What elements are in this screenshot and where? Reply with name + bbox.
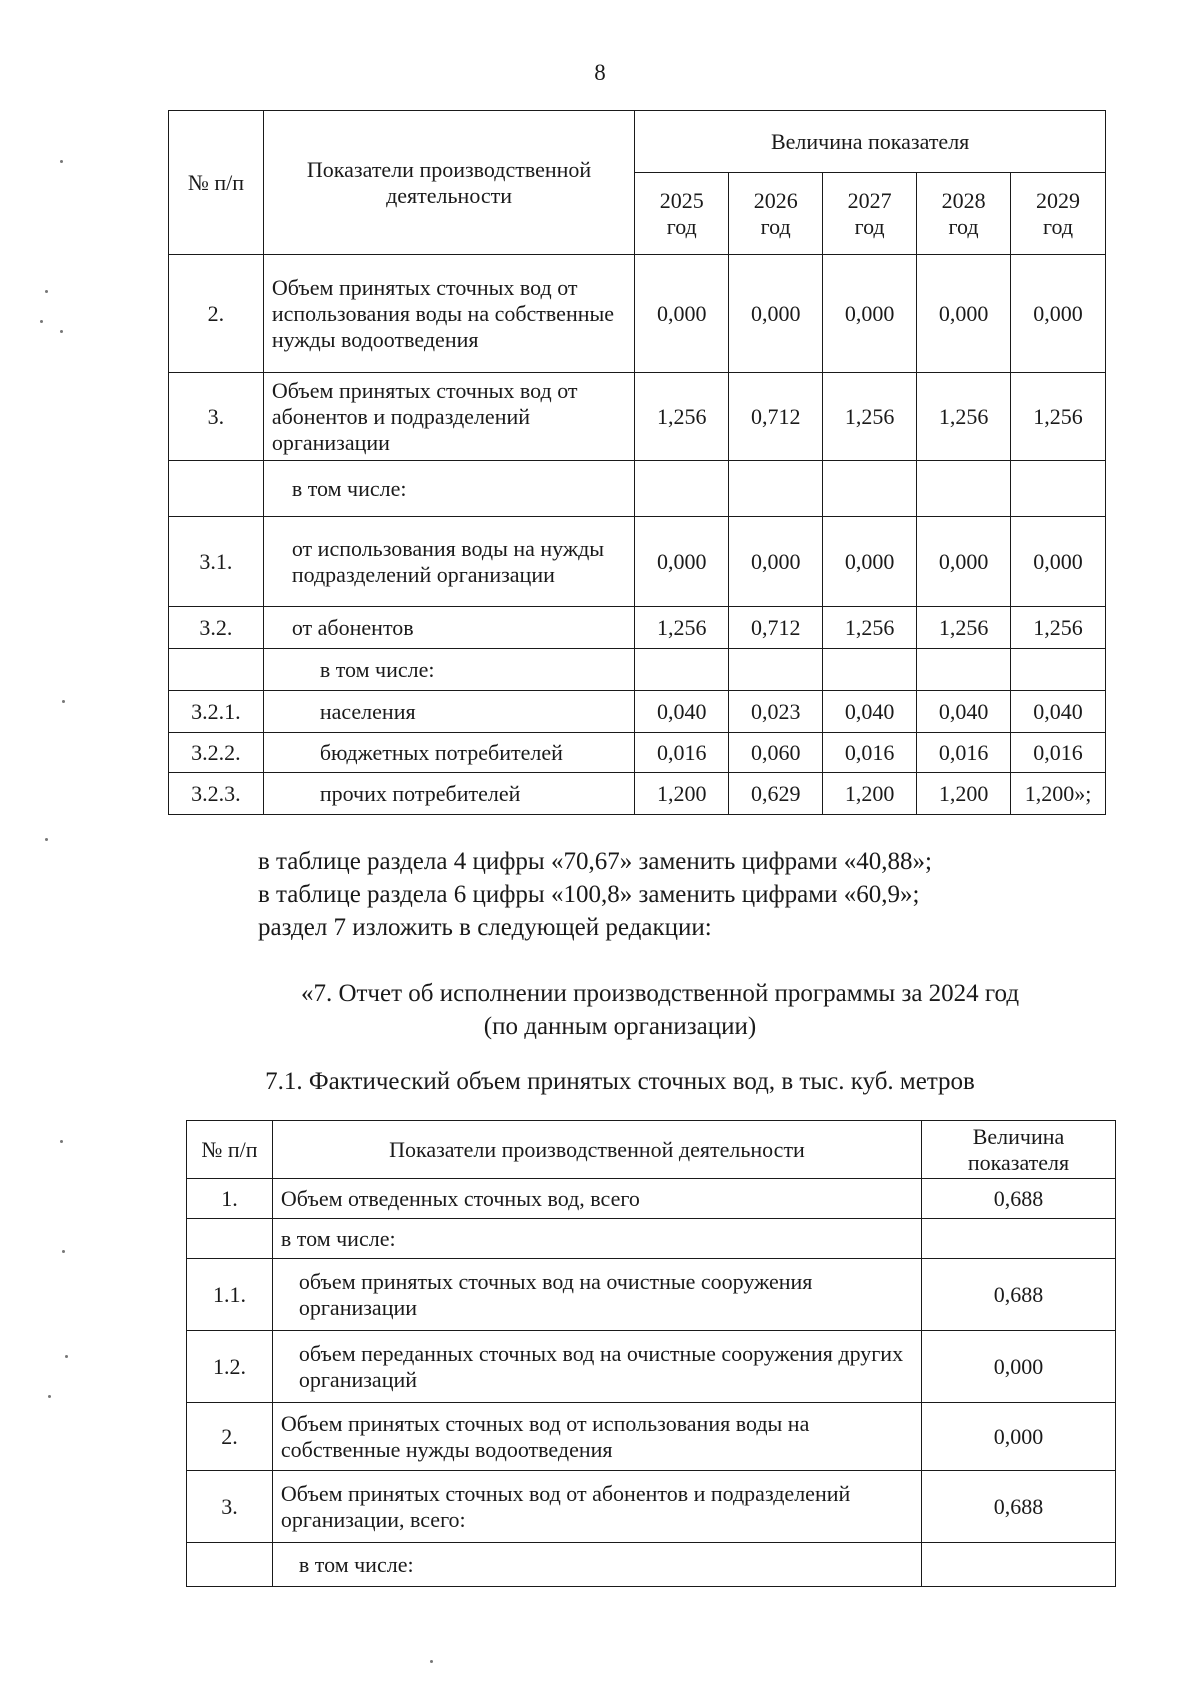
amendment-paragraph: раздел 7 изложить в следующей редакции: xyxy=(258,914,712,941)
row-value xyxy=(917,461,1011,517)
row-value: 0,023 xyxy=(729,691,823,733)
row-value: 0,060 xyxy=(729,733,823,773)
header-year: 2026 год xyxy=(729,173,823,255)
table-row xyxy=(169,373,1106,461)
amendment-paragraph: в таблице раздела 6 цифры «100,8» заменить цифрами «60,9»; xyxy=(258,881,920,908)
row-indicator: Объем принятых сточных вод от использования воды на собственные нужды водоотведения xyxy=(272,1403,921,1471)
table-row xyxy=(169,691,1106,733)
row-indicator: населения xyxy=(263,691,634,733)
production-indicators-table xyxy=(168,110,1106,815)
row-indicator: бюджетных потребителей xyxy=(263,733,634,773)
row-value: 0,000 xyxy=(823,517,917,607)
header-num: № п/п xyxy=(169,111,264,255)
header-num: № п/п xyxy=(187,1121,273,1179)
scan-speck xyxy=(40,320,43,323)
row-indicator: объем принятых сточных вод на очистные сооружения организации xyxy=(272,1259,921,1331)
row-value xyxy=(917,649,1011,691)
row-value: 1,200 xyxy=(635,773,729,815)
row-value: 0,040 xyxy=(1011,691,1106,733)
table-row xyxy=(187,1543,1116,1587)
row-indicator: Объем принятых сточных вод от использования воды на собственные нужды водоотведения xyxy=(263,255,634,373)
row-indicator: в том числе: xyxy=(272,1219,921,1259)
row-number: 3.2. xyxy=(169,607,264,649)
row-indicator: в том числе: xyxy=(263,461,634,517)
row-number: 2. xyxy=(169,255,264,373)
scan-speck xyxy=(48,1395,51,1398)
row-value xyxy=(922,1543,1116,1587)
table-row xyxy=(187,1403,1116,1471)
row-value: 0,688 xyxy=(922,1179,1116,1219)
header-value-group: Величина показателя xyxy=(635,111,1106,173)
scan-speck xyxy=(65,1355,68,1358)
row-number: 3.2.1. xyxy=(169,691,264,733)
row-value: 0,016 xyxy=(917,733,1011,773)
table-row xyxy=(187,1259,1116,1331)
row-value: 0,000 xyxy=(729,255,823,373)
row-value xyxy=(635,649,729,691)
row-value: 1,200»; xyxy=(1011,773,1106,815)
row-number xyxy=(169,649,264,691)
row-value xyxy=(823,649,917,691)
row-number: 1.2. xyxy=(187,1331,273,1403)
header-indicator: Показатели производственной деятельности xyxy=(263,111,634,255)
row-value: 0,000 xyxy=(635,517,729,607)
row-value: 0,000 xyxy=(1011,255,1106,373)
row-number: 3. xyxy=(169,373,264,461)
row-number: 1.1. xyxy=(187,1259,273,1331)
row-value xyxy=(635,461,729,517)
header-year: 2029 год xyxy=(1011,173,1106,255)
row-value: 0,629 xyxy=(729,773,823,815)
table-row xyxy=(169,773,1106,815)
row-value xyxy=(1011,461,1106,517)
row-value: 0,016 xyxy=(1011,733,1106,773)
row-value: 0,000 xyxy=(635,255,729,373)
header-value: Величина показателя xyxy=(922,1121,1116,1179)
row-number xyxy=(169,461,264,517)
row-value: 0,000 xyxy=(917,517,1011,607)
row-indicator: от использования воды на нужды подразделений организации xyxy=(263,517,634,607)
row-value: 0,016 xyxy=(635,733,729,773)
row-value: 0,000 xyxy=(917,255,1011,373)
row-value: 0,040 xyxy=(635,691,729,733)
row-number: 3.2.2. xyxy=(169,733,264,773)
row-value: 1,256 xyxy=(823,373,917,461)
scan-speck xyxy=(60,1140,63,1143)
row-indicator: Объем принятых сточных вод от абонентов и подразделений организации, всего: xyxy=(272,1471,921,1543)
scan-speck xyxy=(45,290,48,293)
row-value: 1,256 xyxy=(917,373,1011,461)
row-value: 1,256 xyxy=(917,607,1011,649)
row-value xyxy=(1011,649,1106,691)
row-value: 1,256 xyxy=(1011,607,1106,649)
header-year: 2027 год xyxy=(823,173,917,255)
row-value xyxy=(922,1219,1116,1259)
row-value: 0,712 xyxy=(729,373,823,461)
row-value: 0,688 xyxy=(922,1259,1116,1331)
row-number xyxy=(187,1543,273,1587)
table-row xyxy=(169,517,1106,607)
row-value: 0,688 xyxy=(922,1471,1116,1543)
scan-speck xyxy=(430,1660,433,1663)
table-row xyxy=(169,255,1106,373)
row-number: 2. xyxy=(187,1403,273,1471)
row-indicator: в том числе: xyxy=(263,649,634,691)
scan-speck xyxy=(60,160,63,163)
row-indicator: объем переданных сточных вод на очистные сооружения других организаций xyxy=(272,1331,921,1403)
table-row xyxy=(169,733,1106,773)
row-value: 1,256 xyxy=(635,373,729,461)
row-number: 3.2.3. xyxy=(169,773,264,815)
row-indicator: Объем принятых сточных вод от абонентов и подразделений организации xyxy=(263,373,634,461)
row-value xyxy=(729,461,823,517)
scan-speck xyxy=(62,700,65,703)
row-value xyxy=(823,461,917,517)
table-row xyxy=(187,1179,1116,1219)
row-value: 0,040 xyxy=(917,691,1011,733)
row-indicator: в том числе: xyxy=(272,1543,921,1587)
row-value xyxy=(729,649,823,691)
table-row xyxy=(187,1471,1116,1543)
row-value: 0,000 xyxy=(922,1403,1116,1471)
page-number: 8 xyxy=(594,60,606,85)
header-year: 2025 год xyxy=(635,173,729,255)
row-value: 0,712 xyxy=(729,607,823,649)
section-title: «7. Отчет об исполнении производственной программы за 2024 год xyxy=(300,980,1020,1007)
row-value: 0,000 xyxy=(823,255,917,373)
row-indicator: от абонентов xyxy=(263,607,634,649)
row-value: 1,200 xyxy=(823,773,917,815)
row-value: 1,200 xyxy=(917,773,1011,815)
row-value: 0,000 xyxy=(922,1331,1116,1403)
amendment-paragraph: в таблице раздела 4 цифры «70,67» заменить цифрами «40,88»; xyxy=(258,848,932,875)
subsection-title: 7.1. Фактический объем принятых сточных вод, в тыс. куб. метров xyxy=(265,1068,975,1095)
scan-speck xyxy=(60,330,63,333)
row-value: 1,256 xyxy=(1011,373,1106,461)
section-subtitle: (по данным организации) xyxy=(483,1013,757,1040)
table-row xyxy=(169,607,1106,649)
table-row xyxy=(187,1331,1116,1403)
actual-volume-table xyxy=(186,1120,1116,1587)
row-number: 3.1. xyxy=(169,517,264,607)
row-value: 0,016 xyxy=(823,733,917,773)
header-year: 2028 год xyxy=(917,173,1011,255)
row-value: 0,040 xyxy=(823,691,917,733)
row-number: 1. xyxy=(187,1179,273,1219)
table-row xyxy=(169,461,1106,517)
header-indicator: Показатели производственной деятельности xyxy=(272,1121,921,1179)
row-number xyxy=(187,1219,273,1259)
row-indicator: прочих потребителей xyxy=(263,773,634,815)
row-value: 1,256 xyxy=(823,607,917,649)
scan-speck xyxy=(45,838,48,841)
row-indicator: Объем отведенных сточных вод, всего xyxy=(272,1179,921,1219)
row-value: 0,000 xyxy=(729,517,823,607)
row-value: 0,000 xyxy=(1011,517,1106,607)
scan-speck xyxy=(62,1250,65,1253)
row-number: 3. xyxy=(187,1471,273,1543)
table-row xyxy=(187,1219,1116,1259)
table-row xyxy=(169,649,1106,691)
row-value: 1,256 xyxy=(635,607,729,649)
